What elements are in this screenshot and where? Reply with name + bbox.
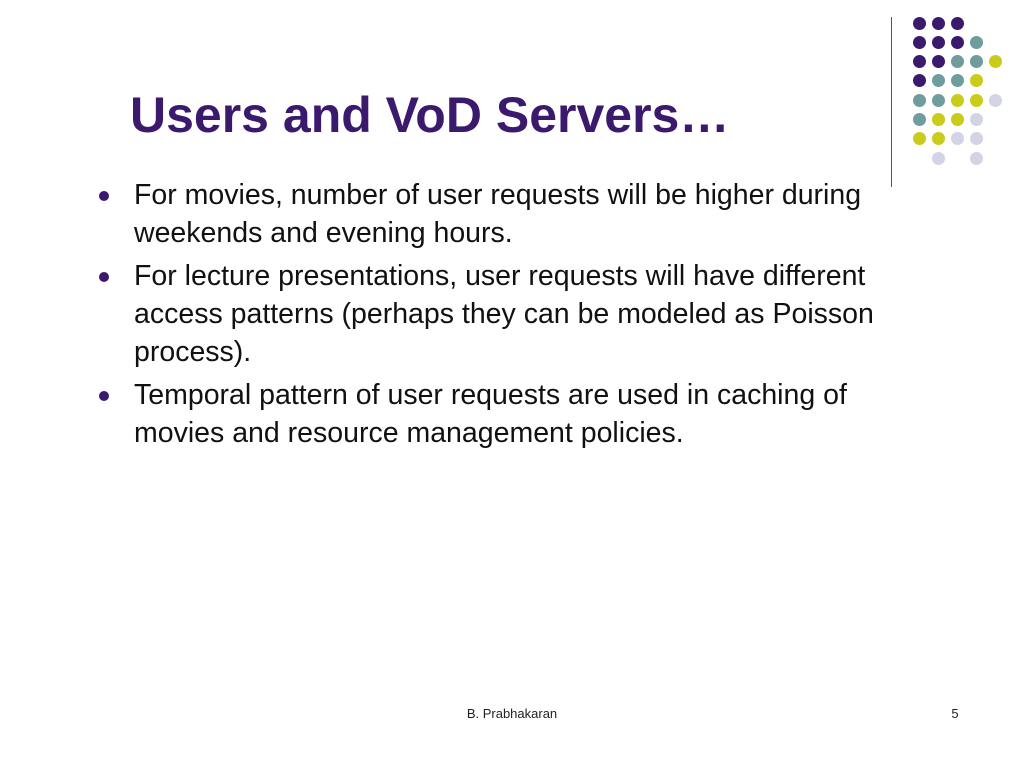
bullet-marker-icon — [99, 272, 109, 282]
page-number: 5 — [951, 706, 959, 721]
decorative-dot — [913, 132, 926, 145]
bullet-list — [96, 176, 916, 457]
bullet-marker-icon — [99, 191, 109, 201]
decorative-dot — [951, 132, 964, 145]
bullet-item — [96, 257, 916, 371]
decorative-dot — [913, 17, 926, 30]
bullet-item — [96, 176, 916, 252]
decorative-dot — [970, 94, 983, 107]
decorative-dot — [951, 74, 964, 87]
decorative-dot — [932, 55, 945, 68]
decorative-dot — [913, 74, 926, 87]
decorative-dot — [932, 113, 945, 126]
decorative-dot — [932, 152, 945, 165]
footer-author: B. Prabhakaran — [466, 706, 558, 721]
decorative-dot — [913, 55, 926, 68]
decorative-dot — [913, 36, 926, 49]
decorative-dot — [970, 113, 983, 126]
decorative-dot — [932, 94, 945, 107]
slide-title: Users and VoD Servers… — [130, 87, 730, 143]
decorative-dot — [932, 36, 945, 49]
decorative-dot — [970, 74, 983, 87]
decorative-dot — [951, 17, 964, 30]
decorative-dot — [970, 36, 983, 49]
decorative-dot — [970, 152, 983, 165]
decorative-dot — [913, 94, 926, 107]
decorative-dot — [932, 74, 945, 87]
bullet-marker-icon — [99, 391, 109, 401]
decorative-dot — [913, 113, 926, 126]
decorative-dot — [989, 55, 1002, 68]
bullet-text: For movies, number of user requests will be higher during weekends and evening hours. — [134, 179, 862, 249]
decorative-dot — [970, 55, 983, 68]
decorative-dot — [951, 94, 964, 107]
decorative-dot — [932, 17, 945, 30]
decorative-dot — [989, 94, 1002, 107]
decorative-dot — [951, 36, 964, 49]
decorative-dot — [932, 132, 945, 145]
decorative-dot — [951, 55, 964, 68]
decorative-divider-line — [891, 17, 892, 187]
decorative-dot — [951, 113, 964, 126]
bullet-item — [96, 376, 916, 452]
bullet-text: Temporal pattern of user requests are used in caching of movies and resource management policies. — [134, 379, 847, 449]
decorative-dot — [970, 132, 983, 145]
bullet-text: For lecture presentations, user requests will have different access patterns (perhaps they can be modeled as Poisson process). — [134, 260, 874, 368]
